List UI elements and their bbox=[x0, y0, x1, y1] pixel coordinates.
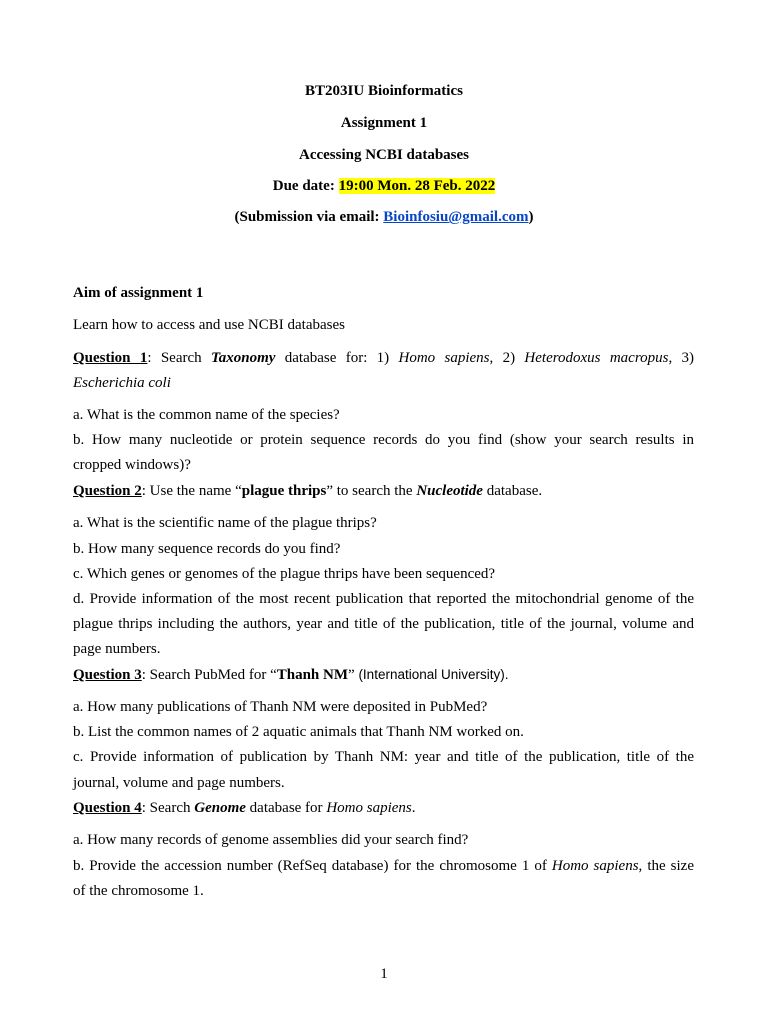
q4-item-b-species: Homo sapiens bbox=[551, 858, 639, 874]
assignment-title: Assignment 1 bbox=[340, 115, 428, 131]
q1-text: : Search bbox=[147, 350, 211, 366]
q1-item-b: b. How many nucleotide or protein sequence records do you find (show your search results in bbox=[73, 432, 694, 448]
q4-database: Genome bbox=[194, 800, 246, 816]
q2-item-d: d. Provide information of the most recent publication that reported the mitochondrial genome of the bbox=[73, 591, 694, 607]
assignment-topic: Accessing NCBI databases bbox=[298, 147, 469, 163]
q3-item-b: b. List the common names of 2 aquatic animals that Thanh NM worked on. bbox=[73, 724, 524, 740]
q1-species-2: Heterodoxus macropus bbox=[524, 350, 669, 366]
q4-item-a: a. How many records of genome assemblies did your search find? bbox=[73, 832, 469, 848]
due-date-label: Due date: bbox=[272, 178, 339, 194]
q1-species-3: Escherichia coli bbox=[73, 375, 171, 391]
q2-item-b: b. How many sequence records do you find? bbox=[73, 541, 341, 557]
q2-search-term: plague thrips bbox=[241, 483, 327, 499]
q4-text: database for bbox=[245, 800, 327, 816]
q3-item-a: a. How many publications of Thanh NM were deposited in PubMed? bbox=[73, 699, 488, 715]
aim-text: Learn how to access and use NCBI databases bbox=[73, 317, 345, 333]
question-1-line bbox=[73, 348, 694, 368]
course-title: BT203IU Bioinformatics bbox=[305, 83, 463, 99]
q1-species-1: Homo sapiens bbox=[398, 350, 490, 366]
q3-item-c-cont: journal, volume and page numbers. bbox=[73, 775, 285, 791]
question-3-line bbox=[73, 665, 694, 685]
q1-text: , 2) bbox=[489, 350, 525, 366]
submission-line bbox=[0, 207, 768, 227]
email-link[interactable]: Bioinfosiu@gmail.com bbox=[383, 209, 529, 225]
q4-item-b bbox=[73, 856, 694, 876]
q3-item-c: c. Provide information of publication by Thanh NM: year and title of the publication, title of the bbox=[73, 749, 694, 765]
q2-item-c: c. Which genes or genomes of the plague thrips have been sequenced? bbox=[73, 566, 496, 582]
question-3-label: Question 3 bbox=[73, 667, 142, 683]
q3-text: ” bbox=[348, 667, 359, 683]
q4-text: . bbox=[411, 800, 416, 816]
q2-database: Nucleotide bbox=[416, 483, 483, 499]
q3-search-term: Thanh NM bbox=[276, 667, 349, 683]
page-number: 1 bbox=[380, 966, 388, 982]
q1-text: , 3) bbox=[668, 350, 695, 366]
question-2-line bbox=[73, 481, 694, 501]
q3-text: : Search PubMed for “ bbox=[141, 667, 277, 683]
q4-text: : Search bbox=[141, 800, 195, 816]
q1-item-b-cont: cropped windows)? bbox=[73, 457, 191, 473]
q2-item-d-cont: plague thrips including the authors, year and title of the publication, title of the journal, volume and bbox=[73, 616, 694, 632]
q2-text: ” to search the bbox=[326, 483, 417, 499]
submission-prefix: (Submission via email: bbox=[234, 209, 384, 225]
q4-species: Homo sapiens bbox=[326, 800, 412, 816]
aim-heading: Aim of assignment 1 bbox=[73, 285, 204, 301]
question-1-label: Question 1 bbox=[73, 350, 148, 366]
q4-item-b-text: , the size bbox=[638, 858, 694, 874]
question-4-label: Question 4 bbox=[73, 800, 142, 816]
due-date-line bbox=[0, 176, 768, 196]
q1-item-a: a. What is the common name of the species? bbox=[73, 407, 340, 423]
q4-item-b-text: b. Provide the accession number (RefSeq database) for the chromosome 1 of bbox=[73, 858, 552, 874]
q2-text: : Use the name “ bbox=[141, 483, 242, 499]
q2-text: database. bbox=[482, 483, 543, 499]
q1-text: database for: 1) bbox=[275, 350, 399, 366]
question-4-line bbox=[73, 798, 694, 818]
question-2-label: Question 2 bbox=[73, 483, 142, 499]
q1-database: Taxonomy bbox=[210, 350, 276, 366]
q4-item-b-cont: of the chromosome 1. bbox=[73, 883, 204, 899]
due-date-value: 19:00 Mon. 28 Feb. 2022 bbox=[338, 178, 496, 194]
q2-item-a: a. What is the scientific name of the plague thrips? bbox=[73, 515, 377, 531]
q3-affiliation: (International University). bbox=[358, 667, 509, 682]
q2-item-d-cont2: page numbers. bbox=[73, 641, 161, 657]
submission-suffix: ) bbox=[528, 209, 534, 225]
